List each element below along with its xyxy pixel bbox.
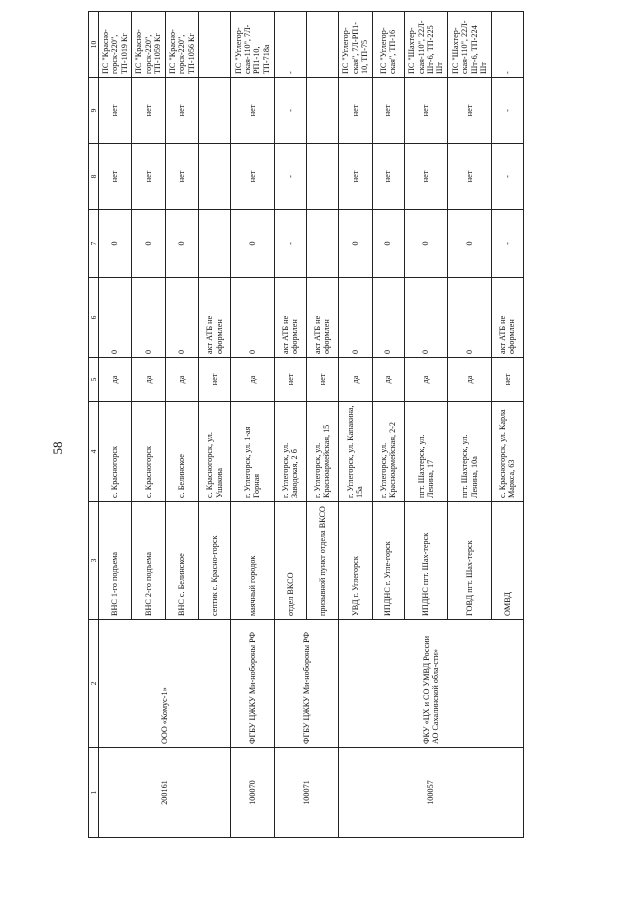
cell-c10: - bbox=[491, 12, 523, 78]
cell-c6: акт АТБ не оформлен bbox=[199, 278, 231, 358]
cell-obj: ИПДНС пгт. Шах-терск bbox=[404, 502, 448, 620]
org-code-cell: 100071 bbox=[274, 748, 338, 838]
org-name-cell: ООО «Комус-1» bbox=[98, 620, 231, 748]
cell-c7: 0 bbox=[98, 210, 131, 278]
cell-c9: нет bbox=[404, 78, 448, 144]
cell-c6: акт АТБ не оформлен bbox=[491, 278, 523, 358]
cell-addr: с. Красногорск bbox=[98, 402, 131, 502]
column-number-1: 1 bbox=[89, 748, 99, 838]
cell-obj: септик с. Красно-горск bbox=[199, 502, 231, 620]
cell-c5: да bbox=[339, 358, 372, 402]
cell-c7: 0 bbox=[132, 210, 165, 278]
rotated-table-container bbox=[88, 12, 524, 838]
cell-c6: 0 bbox=[231, 278, 275, 358]
cell-c8: нет bbox=[448, 144, 492, 210]
cell-addr: г. Углегорск, ул. Красноармейская, 2-2 bbox=[372, 402, 404, 502]
cell-c10: ПС "Шахтер-ская-110", 22Л-Шт-6, ТП-225 Шт bbox=[404, 12, 448, 78]
org-name-cell: ФКУ «ЦХ и СО УМВД России АО Сахалинской обла-сти» bbox=[339, 620, 524, 748]
cell-addr: г. Углегорск, ул. Красноармейская, 15 bbox=[306, 402, 338, 502]
cell-c9: - bbox=[491, 78, 523, 144]
cell-c7: 0 bbox=[165, 210, 198, 278]
table-row bbox=[231, 12, 275, 838]
cell-c10: ПС "Красно-горск-220", ТП-1056 Кг bbox=[165, 12, 198, 78]
org-code-cell: 200161 bbox=[98, 748, 231, 838]
column-number-2: 2 bbox=[89, 620, 99, 748]
cell-obj: ВНС с. Белинское bbox=[165, 502, 198, 620]
cell-c6: 0 bbox=[98, 278, 131, 358]
cell-c9: нет bbox=[231, 78, 275, 144]
cell-c6: 0 bbox=[165, 278, 198, 358]
table-row bbox=[339, 12, 372, 838]
cell-addr: с. Красногорск, ул. Ушакова bbox=[199, 402, 231, 502]
column-number-10: 10 bbox=[89, 12, 99, 78]
cell-c9: нет bbox=[165, 78, 198, 144]
cell-c9: нет bbox=[448, 78, 492, 144]
cell-c7: 0 bbox=[231, 210, 275, 278]
cell-c8: нет bbox=[404, 144, 448, 210]
cell-c8: нет bbox=[132, 144, 165, 210]
cell-c9: нет bbox=[132, 78, 165, 144]
cell-addr: пгт. Шахтерск, ул. Ленина, 17 bbox=[404, 402, 448, 502]
org-name-cell: ФГБУ ЦЖКУ Ми-нобороны РФ bbox=[231, 620, 275, 748]
cell-c7: 0 bbox=[404, 210, 448, 278]
cell-c5: да bbox=[448, 358, 492, 402]
cell-c5: нет bbox=[274, 358, 306, 402]
cell-c8: нет bbox=[98, 144, 131, 210]
cell-c10: - bbox=[274, 12, 306, 78]
cell-c8: - bbox=[491, 144, 523, 210]
column-number-7: 7 bbox=[89, 210, 99, 278]
cell-obj: ОМВД bbox=[491, 502, 523, 620]
cell-obj: ВНС 1-го подъема bbox=[98, 502, 131, 620]
cell-c7 bbox=[306, 210, 338, 278]
cell-c10: ПС "Шахтер-ская-110", 22Л-Шт-6, ТП-224 Шт bbox=[448, 12, 492, 78]
cell-addr: с. Красногорск bbox=[132, 402, 165, 502]
cell-c10: ПС "Красно-горск-220", ТП-1059 Кг bbox=[132, 12, 165, 78]
cell-c6: акт АТБ не оформлен bbox=[306, 278, 338, 358]
cell-c5: нет bbox=[491, 358, 523, 402]
cell-obj: УВД г. Углегорск bbox=[339, 502, 372, 620]
cell-c9 bbox=[306, 78, 338, 144]
header-row bbox=[89, 12, 99, 838]
cell-c8 bbox=[306, 144, 338, 210]
column-number-8: 8 bbox=[89, 144, 99, 210]
cell-c10: ПС "Углегор-ская-110", 7Л-РП1-10, ТП-718а bbox=[231, 12, 275, 78]
data-table bbox=[88, 11, 524, 838]
cell-c7: - bbox=[491, 210, 523, 278]
cell-c5: да bbox=[404, 358, 448, 402]
cell-c8: нет bbox=[339, 144, 372, 210]
table-body bbox=[89, 12, 524, 838]
cell-obj: призывной пункт отдела ВКСО bbox=[306, 502, 338, 620]
cell-obj: отдел ВКСО bbox=[274, 502, 306, 620]
cell-c10 bbox=[306, 12, 338, 78]
cell-c10: ПС "Углегор-ская", 7Л-РП1-10, ТП-75 bbox=[339, 12, 372, 78]
cell-c9: - bbox=[274, 78, 306, 144]
column-number-5: 5 bbox=[89, 358, 99, 402]
org-code-cell: 100070 bbox=[231, 748, 275, 838]
cell-c5: да bbox=[132, 358, 165, 402]
cell-c8: нет bbox=[231, 144, 275, 210]
cell-c7: 0 bbox=[372, 210, 404, 278]
cell-c9 bbox=[199, 78, 231, 144]
cell-c10 bbox=[199, 12, 231, 78]
cell-addr: г. Углегорск, ул. Капакина, 15а bbox=[339, 402, 372, 502]
org-code-cell: 100057 bbox=[339, 748, 524, 838]
cell-obj: маячный городок bbox=[231, 502, 275, 620]
table-row bbox=[274, 12, 306, 838]
cell-c9: нет bbox=[98, 78, 131, 144]
cell-obj: ВНС 2-го подъема bbox=[132, 502, 165, 620]
cell-c5: нет bbox=[306, 358, 338, 402]
cell-addr: пгт. Шахтерск, ул. Ленина, 10а bbox=[448, 402, 492, 502]
cell-addr: г. Углегорск, ул. 1-ая Горная bbox=[231, 402, 275, 502]
cell-c8: нет bbox=[165, 144, 198, 210]
cell-c6: акт АТБ не оформлен bbox=[274, 278, 306, 358]
cell-addr: с. Белинское bbox=[165, 402, 198, 502]
cell-addr: с. Красногорск, ул. Карла Маркса, 63 bbox=[491, 402, 523, 502]
cell-c7 bbox=[199, 210, 231, 278]
cell-c5: да bbox=[98, 358, 131, 402]
org-name-cell: ФГБУ ЦЖКУ Ми-нобороны РФ bbox=[274, 620, 338, 748]
cell-c5: нет bbox=[199, 358, 231, 402]
cell-c6: 0 bbox=[448, 278, 492, 358]
column-number-4: 4 bbox=[89, 402, 99, 502]
page-number: 58 bbox=[50, 441, 65, 455]
table-row bbox=[98, 12, 131, 838]
cell-obj: ИПДНС г. Угле-горск bbox=[372, 502, 404, 620]
column-number-3: 3 bbox=[89, 502, 99, 620]
cell-obj: ГОВД пгт. Шах-терск bbox=[448, 502, 492, 620]
cell-c5: да bbox=[165, 358, 198, 402]
cell-c8: - bbox=[274, 144, 306, 210]
cell-c8 bbox=[199, 144, 231, 210]
cell-c6: 0 bbox=[372, 278, 404, 358]
cell-c9: нет bbox=[339, 78, 372, 144]
cell-c10: ПС "Углегор-ская", ТП-16 bbox=[372, 12, 404, 78]
cell-addr: г. Углегорск, ул. Заводская, 2 б bbox=[274, 402, 306, 502]
cell-c5: да bbox=[372, 358, 404, 402]
column-number-9: 9 bbox=[89, 78, 99, 144]
cell-c10: ПС "Красно-горск-220", ТП-1019 Кг bbox=[98, 12, 131, 78]
cell-c7: 0 bbox=[339, 210, 372, 278]
cell-c6: 0 bbox=[132, 278, 165, 358]
column-number-6: 6 bbox=[89, 278, 99, 358]
cell-c5: да bbox=[231, 358, 275, 402]
cell-c7: - bbox=[274, 210, 306, 278]
cell-c8: нет bbox=[372, 144, 404, 210]
cell-c7: 0 bbox=[448, 210, 492, 278]
cell-c6: 0 bbox=[339, 278, 372, 358]
cell-c6: 0 bbox=[404, 278, 448, 358]
cell-c9: нет bbox=[372, 78, 404, 144]
